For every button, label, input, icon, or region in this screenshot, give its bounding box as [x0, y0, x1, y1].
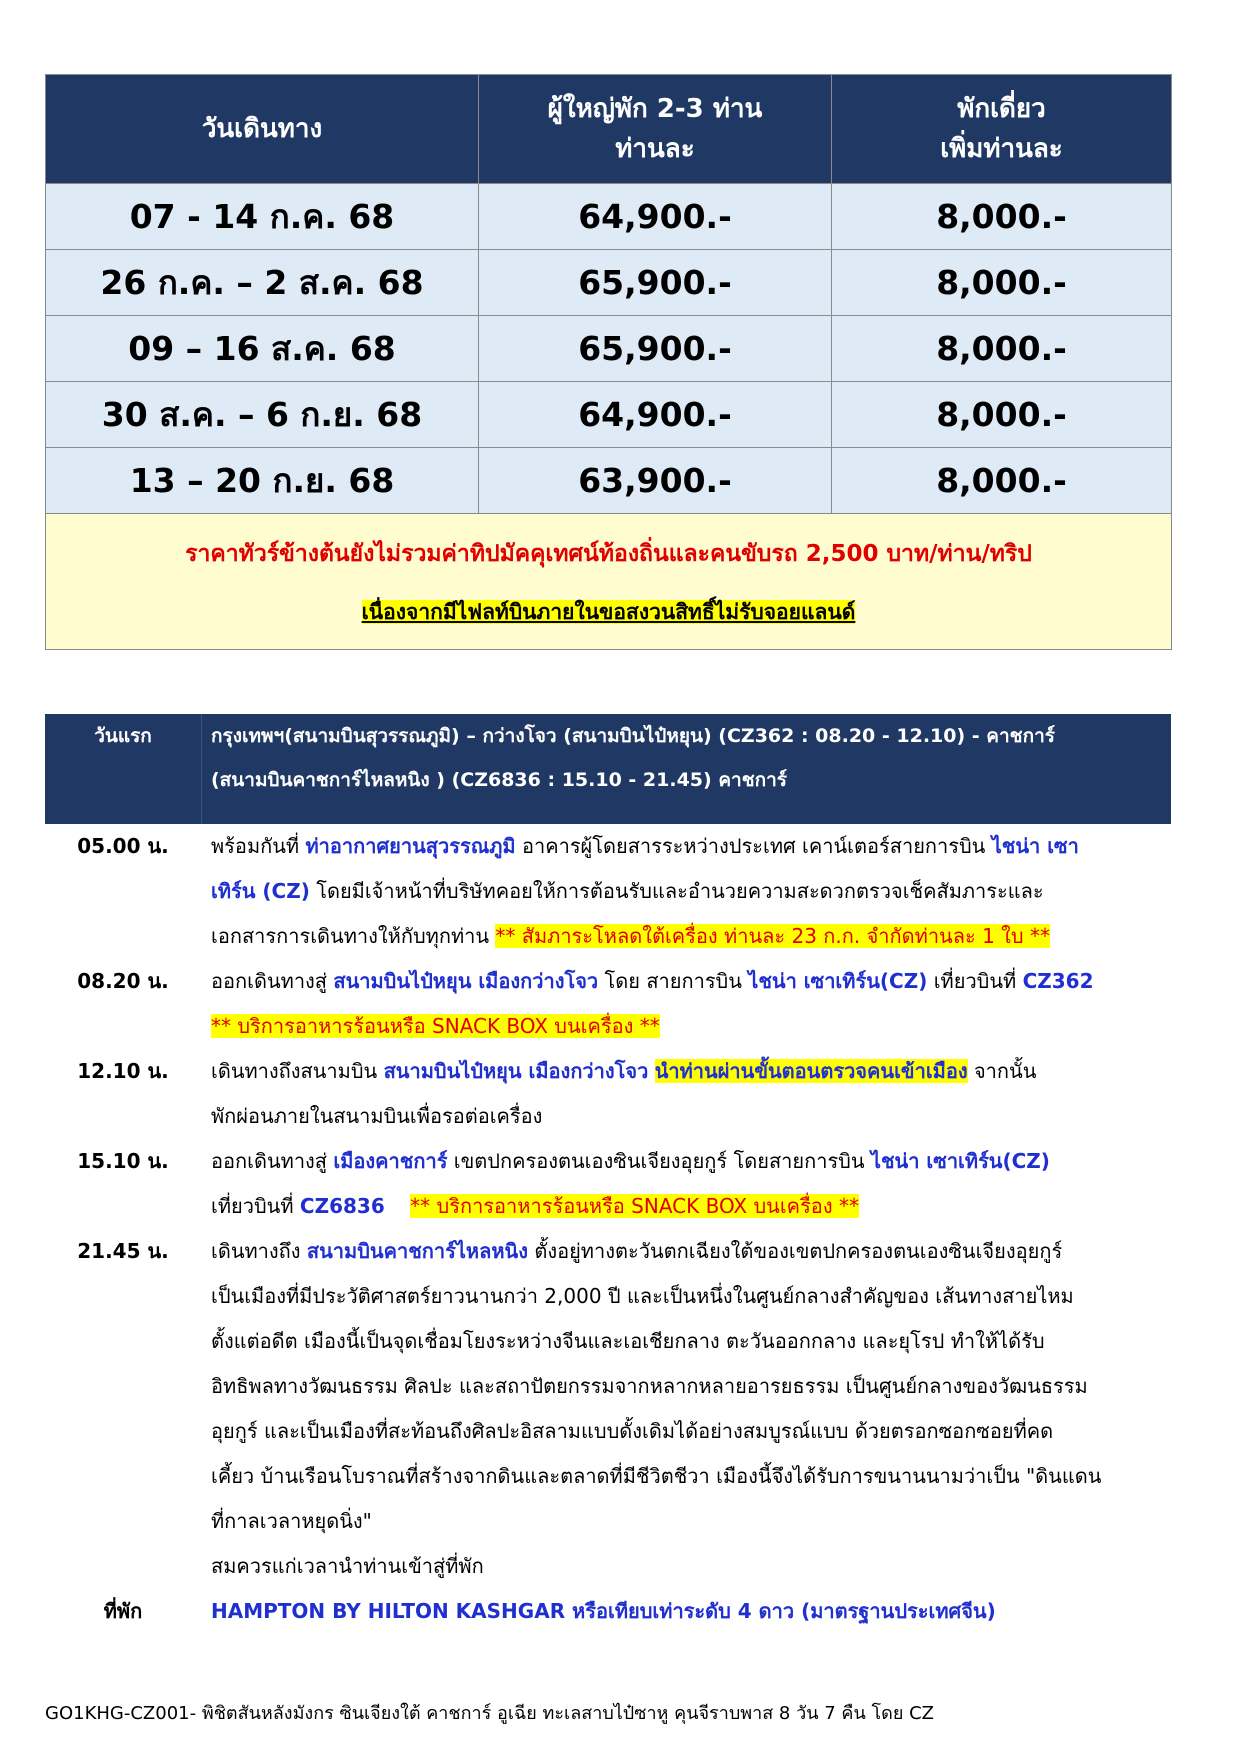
itinerary-desc: เดินทางถึงสนามบิน สนามบินไป๋หยุน เมืองกว่างโจว นำท่านผ่านขั้นตอนตรวจคนเข้าเมือง จากนั้น พักผ่อนภายในสนามบินเพื่อรอต่อเครื่อง — [211, 1059, 1037, 1128]
adult-price: 64,900.- — [479, 184, 832, 250]
tip-note: ราคาทัวร์ข้างต้นยังไม่รวมค่าทิปมัคคุเทศน์ท้องถิ่นและคนขับรถ 2,500 บาท/ท่าน/ทริป — [185, 540, 1032, 567]
departure-date: 07 - 14 ก.ค. 68 — [46, 184, 479, 250]
itinerary-item — [45, 824, 1171, 959]
itinerary-desc: ออกเดินทางสู่ เมืองคาชการ์ เขตปกครองตนเองซินเจียงอุยกูร์ โดยสายการบิน ไชน่า เซาเทิร์น(CZ) เที่ยวบินที่ CZ6836 ** บริการอาหารร้อนหรือ SNACK BOX บนเครื่อง ** — [211, 1149, 1050, 1218]
price-note — [46, 514, 1172, 650]
itinerary-desc: เดินทางถึง สนามบินคาชการ์ไหลหนิง ตั้งอยู่ทางตะวันตกเฉียงใต้ของเขตปกครองตนเองซินเจียงอุยกูร์ เป็นเมืองที่มีประวัติศาสตร์ยาวนานกว่า 2,000 ปี และเป็นหนึ่งในศูนย์กลางสำคัญของ เส้นทางสายไหม ตั้งแต่อดีต เมืองนี้เป็นจุดเชื่อมโยงระหว่างจีนและเอเชียกลาง ตะวันออกกลาง และยุโรป ทำให้ได้รับ อิทธิพลทางวัฒนธรรม ศิลปะ และสถาปัตยกรรมจากหลากหลายอารยธรรม เป็นศูนย์กลางของวัฒนธรรม อุยกูร์ และเป็นเมืองที่สะท้อนถึงศิลปะอิสลามแบบดั้งเดิมได้อย่างสมบูรณ์แบบ ด้วยตรอกซอกซอยที่คด เคี้ยว บ้านเรือนโบราณที่สร้างจากดินและตลาดที่มีชีวิตชีวา เมืองนี้จึงได้รับการขนานนามว่าเป็น "ดินแดน ที่กาลเวลาหยุดนิ่ง" สมควรแก่เวลานำท่านเข้าสู่ที่พัก — [211, 1239, 1102, 1578]
itinerary-time: 15.10 น. — [77, 1149, 169, 1173]
single-supplement: 8,000.- — [832, 382, 1172, 448]
page-footer: GO1KHG-CZ001- พิชิตสันหลังมังกร ซินเจียงใต้ คาชการ์ อูเฉีย ทะเลสาบไป๋ซาหู คุนจีราบพาส 8 วัน 7 คืน โดย CZ — [45, 1703, 934, 1724]
price-note-row — [46, 514, 1172, 650]
table-row — [46, 382, 1172, 448]
table-row — [46, 250, 1172, 316]
table-row — [46, 316, 1172, 382]
itinerary-item — [45, 1049, 1171, 1139]
single-supplement: 8,000.- — [832, 448, 1172, 514]
table-row — [46, 448, 1172, 514]
single-supplement: 8,000.- — [832, 184, 1172, 250]
departure-date: 13 – 20 ก.ย. 68 — [46, 448, 479, 514]
departure-date: 30 ส.ค. – 6 ก.ย. 68 — [46, 382, 479, 448]
hotel-label: ที่พัก — [103, 1599, 143, 1623]
itinerary-item — [45, 959, 1171, 1049]
baggage-note: ** สัมภาระโหลดใต้เครื่อง ท่านละ 23 ก.ก. จำกัดท่านละ 1 ใบ ** — [495, 924, 1050, 948]
single-supplement: 8,000.- — [832, 250, 1172, 316]
price-table-header — [46, 75, 1172, 184]
adult-price: 64,900.- — [479, 382, 832, 448]
header-date: วันเดินทาง — [46, 75, 479, 184]
day-header — [45, 714, 1171, 824]
day-header-divider — [201, 714, 202, 824]
itinerary-time: 05.00 น. — [77, 834, 169, 858]
adult-price: 65,900.- — [479, 316, 832, 382]
itinerary-time: 12.10 น. — [77, 1059, 169, 1083]
meal-note: ** บริการอาหารร้อนหรือ SNACK BOX บนเครื่อง ** — [410, 1194, 859, 1218]
header-adult-price: ผู้ใหญ่พัก 2-3 ท่าน ท่านละ — [479, 75, 832, 184]
day-title: กรุงเทพฯ(สนามบินสุวรรณภูมิ) – กว่างโจว (สนามบินไป๋หยุน) (CZ362 : 08.20 - 12.10) - คาชการ์ (สนามบินคาชการ์ไหลหนิง ) (CZ6836 : 15.10 - 21.45) คาชการ์ — [211, 725, 1055, 791]
day-label: วันแรก — [94, 725, 152, 747]
itinerary-desc: ออกเดินทางสู่ สนามบินไป๋หยุน เมืองกว่างโจว โดย สายการบิน ไชน่า เซาเทิร์น(CZ) เที่ยวบินที่ CZ362 ** บริการอาหารร้อนหรือ SNACK BOX บนเครื่อง ** — [211, 969, 1094, 1038]
joinland-note: เนื่องจากมีไฟลท์บินภายในขอสงวนสิทธิ์ไม่รับจอยแลนด์ — [361, 599, 856, 624]
hotel-name: HAMPTON BY HILTON KASHGAR หรือเทียบเท่าระดับ 4 ดาว (มาตรฐานประเทศจีน) — [211, 1599, 996, 1623]
itinerary-item — [45, 1229, 1171, 1589]
single-supplement: 8,000.- — [832, 316, 1172, 382]
itinerary — [45, 824, 1171, 1634]
adult-price: 63,900.- — [479, 448, 832, 514]
table-row — [46, 184, 1172, 250]
itinerary-item — [45, 1139, 1171, 1229]
header-single-supplement: พักเดี่ยว เพิ่มท่านละ — [832, 75, 1172, 184]
adult-price: 65,900.- — [479, 250, 832, 316]
hotel-row — [45, 1589, 1171, 1634]
itinerary-time: 21.45 น. — [77, 1239, 169, 1263]
itinerary-time: 08.20 น. — [77, 969, 169, 993]
departure-date: 09 – 16 ส.ค. 68 — [46, 316, 479, 382]
price-table — [45, 74, 1172, 650]
meal-note: ** บริการอาหารร้อนหรือ SNACK BOX บนเครื่อง ** — [211, 1014, 660, 1038]
itinerary-desc: พร้อมกันที่ ท่าอากาศยานสุวรรณภูมิ อาคารผู้โดยสารระหว่างประเทศ เคาน์เตอร์สายการบิน ไชน่า เซา เทิร์น (CZ) โดยมีเจ้าหน้าที่บริษัทคอยให้การต้อนรับและอำนวยความสะดวกตรวจเช็คสัมภาระและ เอกสารการเดินทางให้กับทุกท่าน ** สัมภาระโหลดใต้เครื่อง ท่านละ 23 ก.ก. จำกัดท่านละ 1 ใบ ** — [211, 834, 1079, 948]
departure-date: 26 ก.ค. – 2 ส.ค. 68 — [46, 250, 479, 316]
